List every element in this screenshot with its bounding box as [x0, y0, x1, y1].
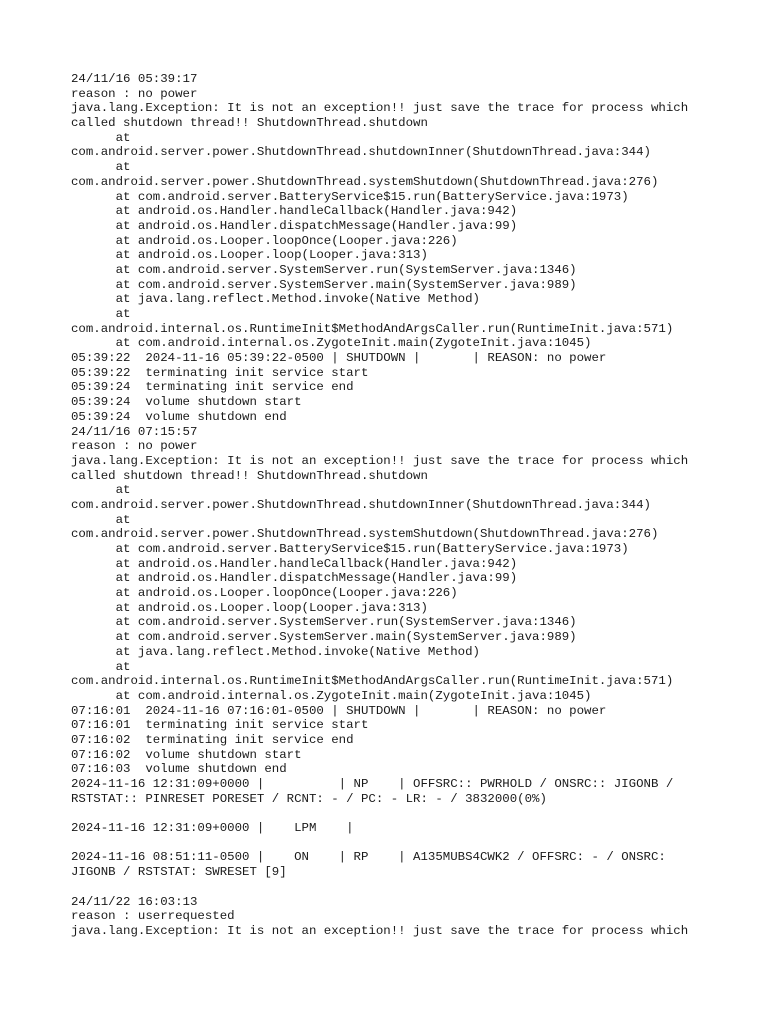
log-line: at com.android.server.BatteryService$15.run(BatteryService.java:1973) — [71, 542, 629, 556]
blank-line — [71, 836, 751, 851]
log-line: 07:16:01 2024-11-16 07:16:01-0500 | SHUTDOWN | | REASON: no power — [71, 703, 607, 718]
log-line: com.android.server.power.ShutdownThread.systemShutdown(ShutdownThread.java:276) — [71, 174, 659, 189]
log-line: com.android.server.power.ShutdownThread.systemShutdown(ShutdownThread.java:276) — [71, 527, 659, 542]
log-line: at com.android.server.SystemServer.main(SystemServer.java:989) — [71, 277, 577, 292]
log-line: 2024-11-16 08:51:11-0500 | ON | RP | A135MUBS4CWK2 / OFFSRC: - / ONSRC: — [71, 850, 666, 865]
log-line: at android.os.Handler.dispatchMessage(Handler.java:99) — [71, 571, 518, 586]
log-line: 05:39:22 terminating init service start — [71, 365, 369, 380]
log-line: at android.os.Handler.handleCallback(Handler.java:942) — [71, 556, 518, 571]
log-line: at java.lang.reflect.Method.invoke(Native Method) — [71, 644, 480, 659]
log-line: called shutdown thread!! ShutdownThread.shutdown — [71, 116, 428, 131]
log-line: java.lang.Exception: It is not an exception!! just save the trace for process which — [71, 101, 689, 116]
log-line: 2024-11-16 12:31:09+0000 | LPM | — [71, 821, 354, 836]
log-line: com.android.internal.os.RuntimeInit$MethodAndArgsCaller.run(RuntimeInit.java:571) — [71, 321, 674, 336]
log-line: 24/11/16 07:15:57 — [71, 424, 198, 439]
log-line: at — [71, 659, 131, 674]
log-line: at — [71, 307, 131, 321]
log-line: 2024-11-16 12:31:09+0000 | | NP | OFFSRC:: PWRHOLD / ONSRC:: JIGONB / — [71, 777, 674, 791]
log-line: reason : no power — [71, 86, 198, 101]
log-line: 05:39:22 2024-11-16 05:39:22-0500 | SHUTDOWN | | REASON: no power — [71, 351, 607, 366]
log-line: at android.os.Looper.loop(Looper.java:313) — [71, 600, 428, 615]
log-line: RSTSTAT:: PINRESET PORESET / RCNT: - / PC: - LR: - / 3832000(0%) — [71, 791, 547, 806]
log-line: 07:16:02 terminating init service end — [71, 732, 354, 747]
log-line: 07:16:01 terminating init service start — [71, 718, 369, 733]
log-line: reason : no power — [71, 439, 198, 454]
log-line: reason : userrequested — [71, 909, 235, 924]
log-line: at com.android.internal.os.ZygoteInit.main(ZygoteInit.java:1045) — [71, 688, 592, 703]
log-line: 07:16:02 volume shutdown start — [71, 747, 302, 762]
log-line: com.android.internal.os.RuntimeInit$MethodAndArgsCaller.run(RuntimeInit.java:571) — [71, 674, 674, 689]
log-line: 24/11/22 16:03:13 — [71, 894, 198, 909]
log-document — [71, 72, 751, 939]
log-line: 07:16:03 volume shutdown end — [71, 762, 287, 777]
log-line: at com.android.server.SystemServer.run(SystemServer.java:1346) — [71, 262, 577, 277]
log-line: 05:39:24 terminating init service end — [71, 380, 354, 395]
log-line: at android.os.Looper.loop(Looper.java:313) — [71, 248, 428, 263]
log-line: at android.os.Looper.loopOnce(Looper.java:226) — [71, 586, 458, 601]
log-line: at java.lang.reflect.Method.invoke(Native Method) — [71, 292, 480, 307]
log-line: called shutdown thread!! ShutdownThread.shutdown — [71, 468, 428, 483]
log-line: at com.android.server.SystemServer.main(SystemServer.java:989) — [71, 630, 577, 645]
log-line: at com.android.server.BatteryService$15.run(BatteryService.java:1973) — [71, 189, 629, 204]
log-line: java.lang.Exception: It is not an exception!! just save the trace for process which — [71, 923, 689, 938]
log-line: 05:39:24 volume shutdown start — [71, 395, 302, 410]
log-line: com.android.server.power.ShutdownThread.shutdownInner(ShutdownThread.java:344) — [71, 497, 651, 512]
log-line: java.lang.Exception: It is not an exception!! just save the trace for process which — [71, 453, 689, 468]
log-line: at — [71, 512, 131, 527]
log-line: 24/11/16 05:39:17 — [71, 72, 198, 86]
log-line: com.android.server.power.ShutdownThread.shutdownInner(ShutdownThread.java:344) — [71, 145, 651, 160]
log-line: at com.android.server.SystemServer.run(SystemServer.java:1346) — [71, 615, 577, 630]
log-line: at android.os.Handler.dispatchMessage(Handler.java:99) — [71, 218, 518, 233]
log-line: at — [71, 160, 131, 175]
log-line: at android.os.Looper.loopOnce(Looper.java:226) — [71, 233, 458, 248]
log-line: 05:39:24 volume shutdown end — [71, 409, 287, 424]
log-line: at android.os.Handler.handleCallback(Handler.java:942) — [71, 204, 518, 219]
blank-line — [71, 880, 751, 895]
log-line: at — [71, 483, 131, 498]
log-line: at — [71, 130, 131, 145]
blank-line — [71, 806, 751, 821]
log-line: JIGONB / RSTSTAT: SWRESET [9] — [71, 865, 287, 880]
log-line: at com.android.internal.os.ZygoteInit.main(ZygoteInit.java:1045) — [71, 336, 592, 351]
